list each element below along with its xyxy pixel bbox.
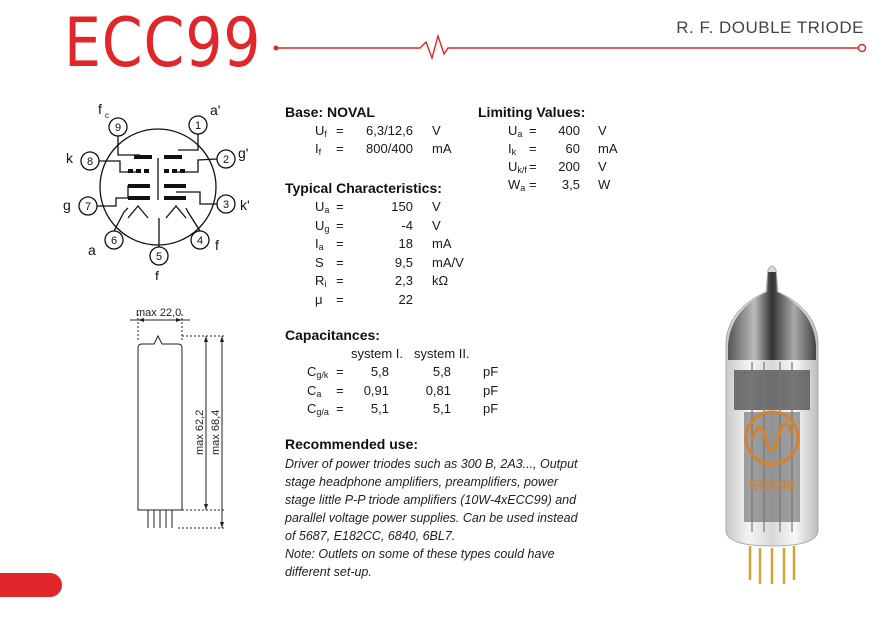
symbol: U	[315, 199, 325, 214]
symbol: μ	[315, 291, 323, 307]
spec-eq: =	[336, 123, 344, 138]
pin-label: g'	[238, 145, 249, 161]
recommended-line: parallel voltage power supplies. Can be used instead	[285, 511, 578, 525]
symbol-subscript: i	[324, 279, 327, 289]
spec-unit: mA	[432, 236, 452, 251]
spec-unit: V	[432, 199, 441, 214]
header-pulse-line	[272, 32, 872, 62]
symbol-subscript: f	[324, 129, 327, 139]
spec-symbol	[508, 176, 525, 197]
typical-heading: Typical Characteristics:	[285, 180, 442, 196]
spec-v1: 5,1	[370, 401, 389, 416]
cap-col1-header: system I.	[351, 346, 404, 361]
symbol: U	[315, 123, 325, 138]
spec-unit: mA	[598, 141, 618, 156]
symbol: C	[307, 364, 317, 379]
symbol-subscript: g/k	[316, 370, 329, 380]
spec-eq: =	[529, 177, 537, 192]
pin-label: f	[98, 101, 102, 117]
spec-unit: V	[432, 123, 441, 138]
pin-number: 4	[196, 235, 204, 247]
spec-eq: =	[529, 123, 537, 138]
symbol: C	[307, 401, 317, 416]
symbol: U	[315, 217, 325, 233]
spec-unit: V	[432, 217, 441, 233]
recommended-line: stage little P-P triode amplifiers (10W-4xECC99) and	[285, 493, 577, 507]
spec-val: 6,3/12,6	[366, 123, 413, 138]
spec-eq: =	[336, 364, 344, 379]
recommended-line: stage headphone amplifiers, preamplifiers, power	[285, 475, 559, 489]
pin-number: 8	[86, 156, 94, 168]
symbol-subscript: a	[316, 388, 322, 399]
pin-label: k	[66, 150, 73, 166]
spec-val: 200	[558, 159, 580, 174]
spec-v1: 5,8	[370, 364, 389, 379]
symbol: C	[307, 382, 317, 398]
spec-val: 9,5	[394, 254, 413, 270]
spec-eq: =	[336, 382, 344, 398]
dim-height-2: max 68,4	[210, 409, 222, 455]
spec-val: 800/400	[366, 141, 413, 156]
spec-unit: mA/V	[432, 254, 464, 270]
spec-val: 2,3	[394, 273, 413, 288]
spec-eq: =	[336, 199, 344, 214]
symbol-subscript: f	[318, 147, 322, 157]
spec-unit: V	[598, 159, 607, 174]
tube-label: ECC99	[749, 477, 795, 493]
capacitances-heading: Capacitances:	[285, 327, 380, 343]
recommended-line: of 5687, E182CC, 6840, 6BL7.	[285, 529, 456, 543]
spec-symbol	[315, 291, 323, 312]
spec-val: 3,5	[561, 177, 580, 192]
spec-symbol	[315, 140, 321, 161]
spec-eq: =	[529, 141, 537, 156]
symbol-subscript: g/a	[316, 407, 329, 417]
spec-symbol	[307, 400, 329, 421]
spec-val: 400	[558, 123, 580, 138]
pin-number: 5	[155, 251, 163, 263]
spec-eq: =	[336, 141, 344, 156]
recommended-line: Driver of power triodes such as 300 B, 2A3..., Output	[285, 457, 578, 471]
recommended-line: Note: Outlets on some of these types could have	[285, 547, 555, 561]
spec-val: 18	[398, 236, 413, 251]
page-tab-marker	[0, 573, 62, 597]
pin-number: 9	[114, 122, 122, 134]
symbol-subscript: k	[511, 147, 517, 157]
spec-eq: =	[336, 291, 344, 307]
spec-eq: =	[529, 159, 537, 174]
spec-v2: 0,81	[425, 382, 451, 398]
page-title: ECC99	[64, 4, 262, 83]
recommended-heading: Recommended use:	[285, 436, 419, 452]
limiting-heading: Limiting Values:	[478, 104, 586, 120]
pin-number: 1	[194, 120, 202, 132]
spec-unit: pF	[483, 382, 499, 398]
spec-val: -4	[401, 217, 413, 233]
symbol-subscript: a	[520, 183, 526, 193]
symbol-subscript: a	[324, 205, 330, 215]
pin-number: 7	[84, 201, 92, 213]
symbol-subscript: a	[517, 129, 523, 139]
pin-number: 3	[222, 199, 230, 211]
symbol: I	[315, 141, 319, 156]
spec-v1: 0,91	[363, 382, 389, 398]
pin-label: g	[63, 197, 71, 213]
spec-v2: 5,1	[432, 401, 451, 416]
spec-unit: W	[598, 177, 611, 192]
pin-number: 6	[110, 235, 118, 247]
symbol: U	[508, 123, 518, 138]
pinout-diagram	[58, 100, 258, 280]
spec-eq: =	[336, 254, 344, 270]
dimension-drawing	[118, 300, 238, 540]
symbol: I	[315, 236, 319, 251]
pin-number: 2	[222, 154, 230, 166]
spec-unit: pF	[483, 401, 499, 416]
dim-width: max 22,0	[136, 307, 182, 319]
pin-label: f	[155, 268, 159, 280]
spec-eq: =	[336, 401, 344, 416]
pin-label: a'	[210, 102, 221, 118]
spec-v2: 5,8	[432, 364, 451, 379]
tube-photo	[708, 262, 838, 592]
spec-eq: =	[336, 273, 344, 288]
symbol: U	[508, 159, 518, 174]
spec-val: 150	[391, 199, 413, 214]
pin-label-sub: c	[105, 111, 109, 120]
dim-height-1: max 62,2	[194, 409, 206, 455]
recommended-text	[285, 455, 585, 581]
spec-eq: =	[336, 236, 344, 251]
spec-eq: =	[336, 217, 344, 233]
symbol: I	[508, 141, 512, 156]
pin-label: f	[215, 237, 219, 253]
recommended-line: different set-up.	[285, 565, 372, 579]
symbol: W	[508, 177, 521, 192]
symbol-subscript: k/f	[517, 165, 527, 175]
base-heading: Base: NOVAL	[285, 104, 375, 120]
spec-unit: pF	[483, 364, 499, 379]
spec-unit: kΩ	[432, 273, 449, 288]
page-subtitle: R. F. DOUBLE TRIODE	[676, 18, 864, 37]
spec-val: 22	[398, 291, 413, 307]
spec-unit: mA	[432, 141, 452, 156]
symbol: R	[315, 273, 325, 288]
symbol: S	[315, 254, 324, 270]
spec-val: 60	[565, 141, 580, 156]
pin-label: a	[88, 242, 96, 258]
spec-unit: V	[598, 123, 607, 138]
symbol-subscript: a	[318, 242, 324, 252]
pin-label: k'	[240, 197, 250, 213]
cap-col2-header: system II.	[414, 346, 470, 361]
symbol-subscript: g	[324, 223, 330, 234]
